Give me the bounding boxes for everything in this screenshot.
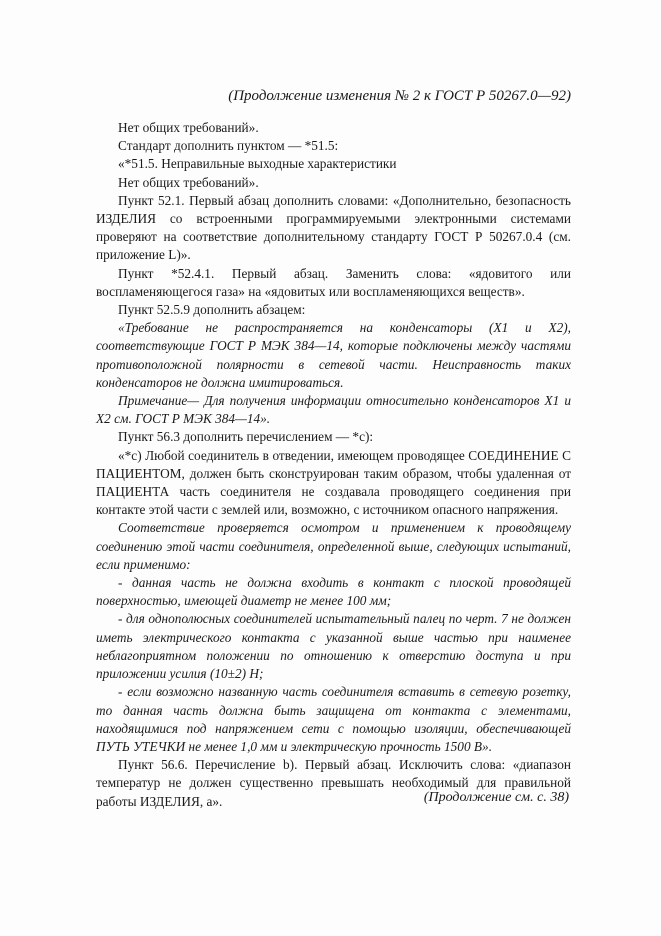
body-paragraph: Пункт *52.4.1. Первый абзац. Заменить слова: «ядовитого или воспламеняющегося газа» на «ядовитых или воспламеняющихся веществ». xyxy=(96,265,571,299)
continuation-header: (Продолжение изменения № 2 к ГОСТ Р 50267.0—92) xyxy=(228,88,571,104)
note-paragraph: Примечание— Для получения информации относительно конденсаторов X1 и X2 см. ГОСТ Р МЭК 384—14». xyxy=(96,393,571,427)
body-paragraph: Нет общих требований». xyxy=(118,120,259,135)
body-paragraph-italic: «Требование не распространяется на конденсаторы (X1 и X2), соответствующие ГОСТ Р МЭК 384—14, которые подключены между частями противоположной полярности в сетевой части. Неисправность таких конденсаторов не должна имитироваться. xyxy=(96,320,571,390)
body-paragraph: «*с) Любой соединитель в отведении, имеющем проводящее СОЕДИНЕНИЕ С ПАЦИЕНТОМ, должен быть сконструирован таким образом, чтобы удаленная от ПАЦИЕНТА часть соединителя не создавала проводящего соединения при контакте этой части с землей или, возможно, с источником опасного напряжения. xyxy=(96,447,571,518)
body-paragraph-italic: Соответствие проверяется осмотром и применением к проводящему соединению этой части соединителя, определенной выше, следующих испытаний, если применимо: xyxy=(96,520,571,572)
list-item: - если возможно названную часть соединителя вставить в сетевую розетку, то данная часть должна быть защищена от контакта с элементами, находящимися под напряжением сети с помощью изоляции, обеспечивающей ПУТЬ УТЕЧКИ не менее 1,0 мм и электрическую прочность 1500 В». xyxy=(96,684,571,754)
body-paragraph: «*51.5. Неправильные выходные характеристики xyxy=(118,156,397,172)
list-item: - для однополюсных соединителей испытательный палец по черт. 7 не должен иметь электрического контакта с указанной выше частью при наименее неблагоприятном положении по отношению к отверстию доступа и при приложении усилия (10±2) Н; xyxy=(96,611,571,682)
body-paragraph: Пункт 52.5.9 дополнить абзацем: xyxy=(118,302,306,318)
body-paragraph: Пункт 52.1. Первый абзац дополнить словами: «Дополнительно, безопасность ИЗДЕЛИЯ со встроенными программируемыми электронными системами проверяют на соответствие дополнительному стандарту ГОСТ Р 50267.0.4 (см. приложение L)». xyxy=(96,192,571,263)
list-item: - данная часть не должна входить в контакт с плоской проводящей поверхностью, имеющей диаметр не менее 100 мм; xyxy=(96,575,571,609)
body-paragraph: Нет общих требований». xyxy=(118,174,259,190)
body-paragraph: Стандарт дополнить пунктом — *51.5: xyxy=(118,138,339,154)
continuation-footer: (Продолжение см. с. 38) xyxy=(423,790,569,805)
body-paragraph: Пункт 56.3 дополнить перечислением — *с): xyxy=(118,429,374,445)
document-body xyxy=(96,119,571,811)
body-paragraph: Пункт 56.6. Перечисление b). Первый абзац. Исключить слова: «диапазон температур не должен существенно превышать необходимый для правильной работы ИЗДЕЛИЯ, а». xyxy=(96,757,571,809)
